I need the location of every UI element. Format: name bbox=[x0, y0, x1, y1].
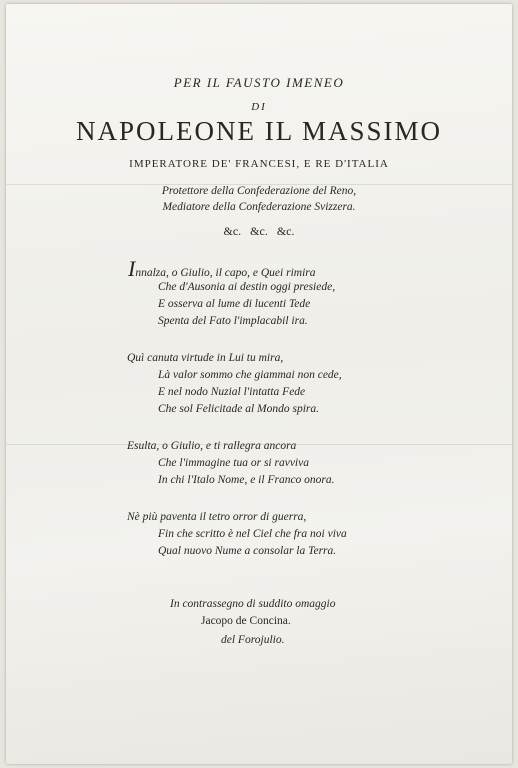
author-name: Jacopo de Concina. bbox=[201, 615, 291, 627]
etc-line: &c. &c. &c. bbox=[223, 224, 295, 238]
verse-text: nnalza, o Giulio, il capo, e Quei rimira bbox=[135, 267, 316, 279]
protector-line: Protettore della Confederazione del Reno, bbox=[161, 185, 357, 197]
mediator-line: Mediatore della Confederazione Svizzera. bbox=[162, 201, 356, 213]
stanza1-line3: E osserva al lume di lucenti Tede bbox=[158, 298, 311, 310]
stanza1-line1 bbox=[128, 256, 316, 282]
stanza2-line2: Là valor sommo che giammai non cede, bbox=[158, 369, 342, 381]
stanza3-line1: Esulta, o Giulio, e ti rallegra ancora bbox=[127, 440, 297, 452]
page-title: NAPOLEONE IL MASSIMO bbox=[75, 116, 442, 146]
imperial-title: IMPERATORE DE' FRANCESI, E RE D'ITALIA bbox=[129, 158, 389, 170]
drop-cap: I bbox=[128, 256, 136, 281]
stanza4-line1: Nè più paventa il tetro orror di guerra, bbox=[127, 511, 307, 523]
stanza4-line2: Fin che scritto è nel Ciel che fra noi viva bbox=[158, 528, 347, 540]
stanza2-line1: Quì canuta virtude in Lui tu mira, bbox=[127, 352, 284, 364]
stanza3-line2: Che l'immagine tua or si ravviva bbox=[158, 457, 309, 469]
stanza2-line3: E nel nodo Nuzial l'intatta Fede bbox=[158, 386, 306, 398]
author-origin: del Forojulio. bbox=[221, 634, 285, 646]
stanza3-line3: In chi l'Italo Nome, e il Franco onora. bbox=[158, 474, 335, 486]
homage-line: In contrassegno di suddito omaggio bbox=[170, 598, 336, 610]
stanza1-line2: Che d'Ausonia ai destin oggi presiede, bbox=[158, 281, 336, 293]
stanza1-line4: Spenta del Fato l'implacabil ira. bbox=[158, 315, 308, 327]
stanza4-line3: Qual nuovo Nume a consolar la Terra. bbox=[158, 545, 337, 557]
stanza2-line4: Che sol Felicitade al Mondo spira. bbox=[158, 403, 319, 415]
dedication-di: DI bbox=[251, 101, 267, 113]
dedication-line: PER IL FAUSTO IMENEO bbox=[173, 75, 345, 90]
